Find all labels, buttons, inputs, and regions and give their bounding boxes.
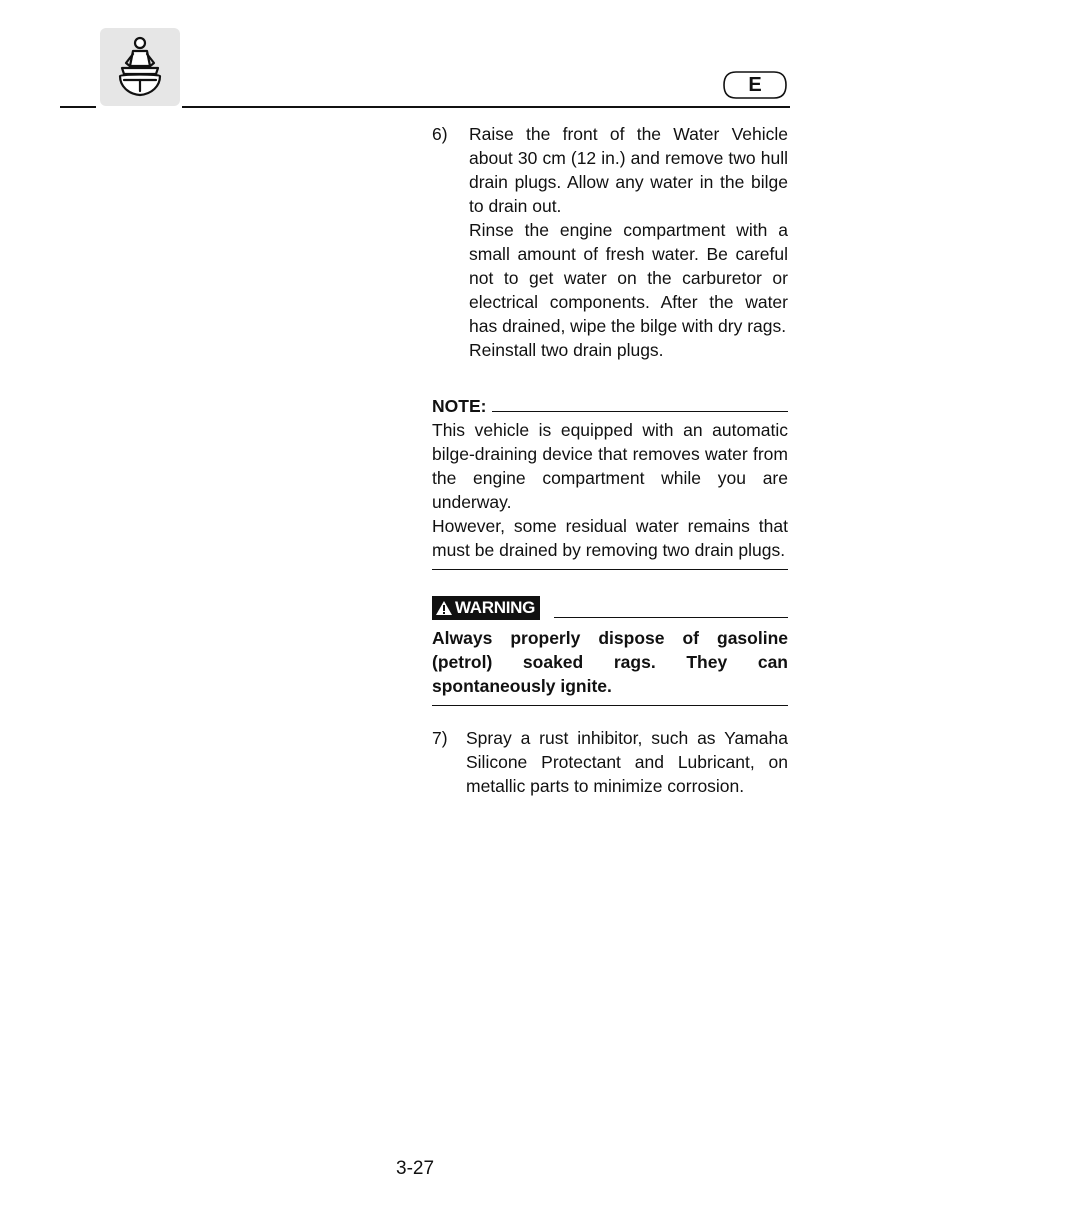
step-7-body [466,726,788,798]
step-6-paragraph-3: Reinstall two drain plugs. [469,340,664,360]
header-rule-left [60,106,96,108]
note-end-rule [432,569,788,570]
step-6-number: 6) [432,124,448,144]
note-heading-row [432,394,788,418]
main-content [432,122,788,798]
note-paragraph-2: However, some residual water remains that must be drained by removing two drain plugs. [432,516,788,560]
warning-label-text: WARNING [455,598,536,617]
note-heading-rule [492,411,788,412]
step-6-paragraph-2: Rinse the engine compartment with a small amount of fresh water. Be careful not to get water on the carburetor or electrical components. After the water has drained, wipe the bilge with dry rags. [469,220,788,336]
step-6 [432,122,788,362]
personal-watercraft-rider-icon [100,28,180,106]
warning-triangle-icon [435,600,453,616]
language-badge [722,70,788,100]
page-number: 3-27 [396,1158,435,1179]
step-6-paragraph-1: Raise the front of the Water Vehicle about 30 cm (12 in.) and remove two hull drain plugs. Allow any water in the bilge to drain out. [469,124,788,216]
warning-text: Always properly dispose of gasoline (petrol) soaked rags. They can spontaneously ignite. [432,628,788,696]
header-rule [182,106,790,108]
warning-heading-row [432,594,788,620]
step-7-number: 7) [432,728,448,748]
language-badge-letter: E [748,74,762,96]
warning-end-rule [432,705,788,706]
step-7 [432,726,788,798]
warning-heading-rule [554,617,788,618]
note-heading: NOTE: [432,396,487,416]
note-paragraph-1: This vehicle is equipped with an automatic bilge-draining device that removes water from the engine compartment while you are underway. [432,420,788,512]
step-6-body [469,122,788,362]
warning-block [432,594,788,706]
step-7-paragraph: Spray a rust inhibitor, such as Yamaha Silicone Protectant and Lubricant, on metallic parts to minimize corrosion. [466,728,788,796]
warning-label [432,596,540,620]
note-block [432,394,788,570]
